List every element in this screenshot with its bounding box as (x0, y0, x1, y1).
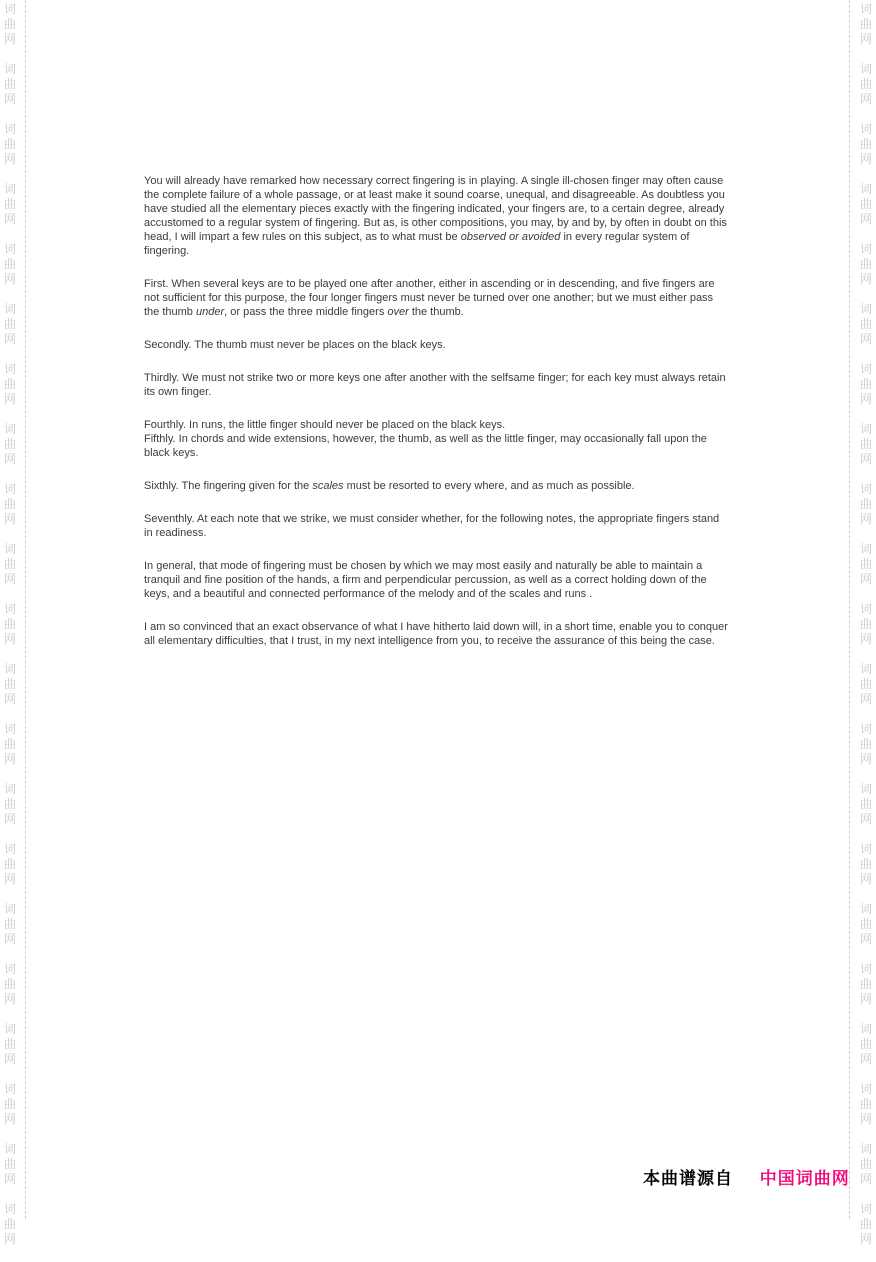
watermark-char: 网 (859, 452, 872, 466)
watermark-char: 网 (859, 152, 872, 166)
watermark-char: 网 (859, 632, 872, 646)
watermark-group (858, 722, 874, 782)
watermark-group (858, 662, 874, 722)
watermark-char: 网 (859, 332, 872, 346)
paragraph (144, 479, 728, 493)
watermark-char: 网 (859, 1232, 872, 1246)
watermark-char: 曲 (859, 977, 872, 991)
watermark-char: 曲 (3, 497, 16, 511)
watermark-group (2, 722, 18, 782)
text-run: In general, that mode of fingering must be chosen by which we may most easily and naturally be able to maintain a tranquil and fine position of the hands, a firm and perpendicular percussion, as well as a correct holding down of the keys, and a beautiful and connected performance of the melody and of the scales and runs . (144, 560, 707, 600)
watermark-char: 网 (3, 1172, 16, 1186)
watermark-char: 曲 (859, 437, 872, 451)
watermark-group (2, 842, 18, 902)
watermark-char: 词 (859, 122, 872, 136)
text-run: the thumb. (408, 306, 464, 318)
text-run: You will already have remarked how necessary correct fingering is in playing. A single ill-chosen finger may often cause the complete failure of a whole passage, or at least make it sound coarse, unequal, and disagreeable. As doubtless you have studied all the elementary pieces exactly with the fingering indicated, your fingers are, to a certain degree, already accustomed to a regular system of fingering. But as, is other compositions, you may, by and by, by often in doubt on this head, I will impart a few rules on this subject, as to what must be (144, 175, 727, 243)
watermark-char: 网 (859, 752, 872, 766)
paragraph (144, 620, 728, 648)
watermark-group (858, 542, 874, 602)
watermark-group (2, 962, 18, 1022)
watermark-char: 网 (3, 752, 16, 766)
watermark-group (858, 1082, 874, 1142)
watermark-char: 曲 (859, 17, 872, 31)
watermark-char: 曲 (3, 1037, 16, 1051)
watermark-char: 词 (859, 782, 872, 796)
paragraph (144, 371, 728, 399)
watermark-char: 曲 (859, 77, 872, 91)
italic-text-run: observed or avoided (460, 231, 561, 243)
text-run: Thirdly. We must not strike two or more keys one after another with the selfsame finger; for each key must always retain its own finger. (144, 372, 726, 398)
text-run: Secondly. The thumb must never be places on the black keys. (144, 339, 446, 351)
watermark-char: 网 (3, 512, 16, 526)
watermark-char: 词 (859, 302, 872, 316)
text-run: Fifthly. In chords and wide extensions, however, the thumb, as well as the little finger, may occasionally fall upon the black keys. (144, 433, 707, 459)
watermark-char: 词 (859, 1022, 872, 1036)
watermark-group (858, 182, 874, 242)
watermark-char: 词 (859, 962, 872, 976)
paragraph (144, 559, 728, 601)
watermark-group (2, 182, 18, 242)
watermark-char: 词 (3, 62, 16, 76)
watermark-char: 曲 (859, 257, 872, 271)
watermark-char: 曲 (3, 197, 16, 211)
watermark-group (2, 782, 18, 842)
watermark-char: 曲 (3, 317, 16, 331)
text-run: First. When several keys are to be played one after another, either in ascending or in descending, and five fingers are not sufficient for this purpose, the four longer fingers must never be turned over one another; but we must either pass the thumb (144, 278, 715, 318)
watermark-char: 曲 (3, 857, 16, 871)
watermark-char: 词 (3, 542, 16, 556)
watermark-char: 曲 (859, 677, 872, 691)
text-run: Seventhly. At each note that we strike, we must consider whether, for the following notes, the appropriate fingers stand in readiness. (144, 513, 720, 539)
watermark-char: 曲 (859, 1157, 872, 1171)
watermark-char: 曲 (3, 917, 16, 931)
watermark-char: 词 (3, 842, 16, 856)
watermark-char: 词 (859, 1202, 872, 1216)
watermark-group (858, 1022, 874, 1082)
watermark-group (2, 62, 18, 122)
watermark-char: 网 (3, 572, 16, 586)
watermark-char: 词 (3, 2, 16, 16)
watermark-char: 词 (3, 962, 16, 976)
watermark-char: 词 (3, 602, 16, 616)
watermark-group (2, 1142, 18, 1202)
watermark-group (858, 1142, 874, 1202)
watermark-char: 网 (3, 932, 16, 946)
watermark-char: 曲 (859, 497, 872, 511)
watermark-char: 词 (859, 842, 872, 856)
text-run: , or pass the three middle fingers (224, 306, 388, 318)
text-run: must be resorted to every where, and as much as possible. (343, 480, 635, 492)
watermark-char: 曲 (3, 437, 16, 451)
watermark-group (858, 2, 874, 62)
text-run: I am so convinced that an exact observance of what I have hitherto laid down will, in a short time, enable you to conquer all elementary difficulties, that I trust, in my next intelligence from you, to receive the assurance of this being the case. (144, 621, 728, 647)
watermark-char: 网 (859, 1112, 872, 1126)
watermark-char: 曲 (859, 617, 872, 631)
watermark-char: 词 (3, 362, 16, 376)
watermark-char: 网 (3, 392, 16, 406)
italic-text-run: over (387, 306, 409, 318)
watermark-char: 曲 (3, 977, 16, 991)
watermark-group (2, 422, 18, 482)
watermark-char: 网 (3, 32, 16, 46)
watermark-char: 网 (859, 692, 872, 706)
watermark-group (858, 902, 874, 962)
watermark-char: 网 (859, 512, 872, 526)
paragraph (144, 338, 728, 352)
watermark-char: 网 (859, 572, 872, 586)
watermark-char: 网 (3, 812, 16, 826)
watermark-char: 曲 (3, 137, 16, 151)
watermark-group (858, 242, 874, 302)
watermark-char: 曲 (859, 317, 872, 331)
watermark-char: 网 (3, 152, 16, 166)
watermark-char: 词 (3, 1082, 16, 1096)
watermark-group (858, 302, 874, 362)
watermark-char: 曲 (859, 557, 872, 571)
watermark-char: 网 (859, 1052, 872, 1066)
watermark-group (858, 422, 874, 482)
watermark-char: 词 (3, 1022, 16, 1036)
watermark-column-left (2, 2, 18, 1262)
watermark-char: 曲 (859, 797, 872, 811)
watermark-char: 网 (859, 812, 872, 826)
watermark-group (858, 122, 874, 182)
paragraph (144, 174, 728, 258)
watermark-char: 曲 (3, 1157, 16, 1171)
paragraph (144, 418, 728, 460)
watermark-group (858, 782, 874, 842)
watermark-char: 曲 (859, 737, 872, 751)
watermark-char: 词 (859, 662, 872, 676)
watermark-char: 词 (859, 542, 872, 556)
watermark-char: 曲 (859, 1097, 872, 1111)
watermark-group (2, 122, 18, 182)
watermark-char: 网 (859, 212, 872, 226)
watermark-char: 词 (859, 62, 872, 76)
watermark-group (2, 542, 18, 602)
watermark-char: 词 (3, 1142, 16, 1156)
footer-attribution (643, 1169, 850, 1189)
watermark-group (2, 662, 18, 722)
watermark-char: 词 (3, 782, 16, 796)
watermark-group (2, 242, 18, 302)
watermark-char: 词 (859, 602, 872, 616)
watermark-char: 词 (3, 482, 16, 496)
watermark-group (2, 1082, 18, 1142)
watermark-char: 网 (3, 272, 16, 286)
watermark-char: 词 (859, 722, 872, 736)
dashed-border-left (25, 0, 26, 1219)
watermark-char: 曲 (3, 77, 16, 91)
watermark-char: 词 (859, 2, 872, 16)
dashed-border-right (849, 0, 850, 1219)
watermark-group (858, 62, 874, 122)
watermark-char: 词 (3, 1202, 16, 1216)
watermark-char: 曲 (3, 557, 16, 571)
italic-text-run: under (195, 306, 225, 318)
watermark-char: 网 (3, 1112, 16, 1126)
watermark-char: 网 (3, 452, 16, 466)
watermark-char: 曲 (3, 737, 16, 751)
watermark-char: 网 (859, 92, 872, 106)
watermark-char: 曲 (3, 617, 16, 631)
watermark-char: 词 (859, 482, 872, 496)
watermark-group (858, 602, 874, 662)
watermark-char: 曲 (3, 797, 16, 811)
watermark-char: 词 (859, 422, 872, 436)
watermark-char: 词 (859, 182, 872, 196)
watermark-char: 词 (859, 902, 872, 916)
watermark-group (2, 362, 18, 422)
watermark-char: 词 (859, 1082, 872, 1096)
watermark-char: 词 (3, 902, 16, 916)
watermark-char: 网 (859, 992, 872, 1006)
watermark-group (2, 1022, 18, 1082)
watermark-group (2, 1202, 18, 1262)
watermark-char: 网 (3, 212, 16, 226)
watermark-char: 词 (3, 662, 16, 676)
watermark-char: 网 (3, 92, 16, 106)
watermark-char: 曲 (3, 257, 16, 271)
watermark-char: 曲 (3, 377, 16, 391)
watermark-char: 词 (3, 422, 16, 436)
watermark-char: 曲 (859, 1037, 872, 1051)
watermark-group (858, 962, 874, 1022)
watermark-char: 曲 (859, 857, 872, 871)
watermark-group (2, 902, 18, 962)
watermark-group (858, 1202, 874, 1262)
watermark-char: 网 (859, 272, 872, 286)
watermark-char: 网 (3, 992, 16, 1006)
watermark-char: 网 (3, 872, 16, 886)
watermark-char: 网 (3, 332, 16, 346)
paragraph (144, 277, 728, 319)
watermark-char: 曲 (3, 677, 16, 691)
watermark-group (2, 302, 18, 362)
watermark-char: 词 (3, 242, 16, 256)
footer-site-name: 中国词曲网 (759, 1169, 850, 1188)
watermark-char: 曲 (859, 917, 872, 931)
watermark-char: 词 (3, 182, 16, 196)
watermark-char: 网 (859, 392, 872, 406)
watermark-char: 网 (859, 872, 872, 886)
italic-text-run: scales (312, 480, 344, 492)
watermark-char: 网 (859, 32, 872, 46)
watermark-group (858, 842, 874, 902)
watermark-char: 网 (859, 1172, 872, 1186)
footer-source-label: 本曲谱源自 (643, 1169, 733, 1188)
watermark-char: 网 (3, 692, 16, 706)
watermark-char: 曲 (3, 1217, 16, 1231)
watermark-char: 网 (3, 1052, 16, 1066)
watermark-char: 曲 (859, 377, 872, 391)
watermark-char: 曲 (859, 1217, 872, 1231)
watermark-group (858, 362, 874, 422)
watermark-group (858, 482, 874, 542)
paragraph (144, 512, 728, 540)
watermark-char: 网 (3, 1232, 16, 1246)
watermark-char: 网 (3, 632, 16, 646)
document-text (144, 174, 728, 667)
text-run: in every regular system of fingering. (144, 231, 690, 257)
watermark-column-right (858, 2, 874, 1262)
watermark-char: 曲 (3, 1097, 16, 1111)
watermark-char: 词 (3, 302, 16, 316)
watermark-char: 曲 (859, 197, 872, 211)
watermark-char: 曲 (3, 17, 16, 31)
watermark-char: 词 (859, 362, 872, 376)
watermark-group (2, 2, 18, 62)
watermark-char: 词 (3, 722, 16, 736)
watermark-char: 曲 (859, 137, 872, 151)
watermark-group (2, 602, 18, 662)
watermark-char: 词 (859, 1142, 872, 1156)
watermark-char: 词 (859, 242, 872, 256)
watermark-group (2, 482, 18, 542)
text-run: Fourthly. In runs, the little finger should never be placed on the black keys. (144, 419, 506, 431)
watermark-char: 网 (859, 932, 872, 946)
watermark-char: 词 (3, 122, 16, 136)
text-run: Sixthly. The fingering given for the (144, 480, 313, 492)
